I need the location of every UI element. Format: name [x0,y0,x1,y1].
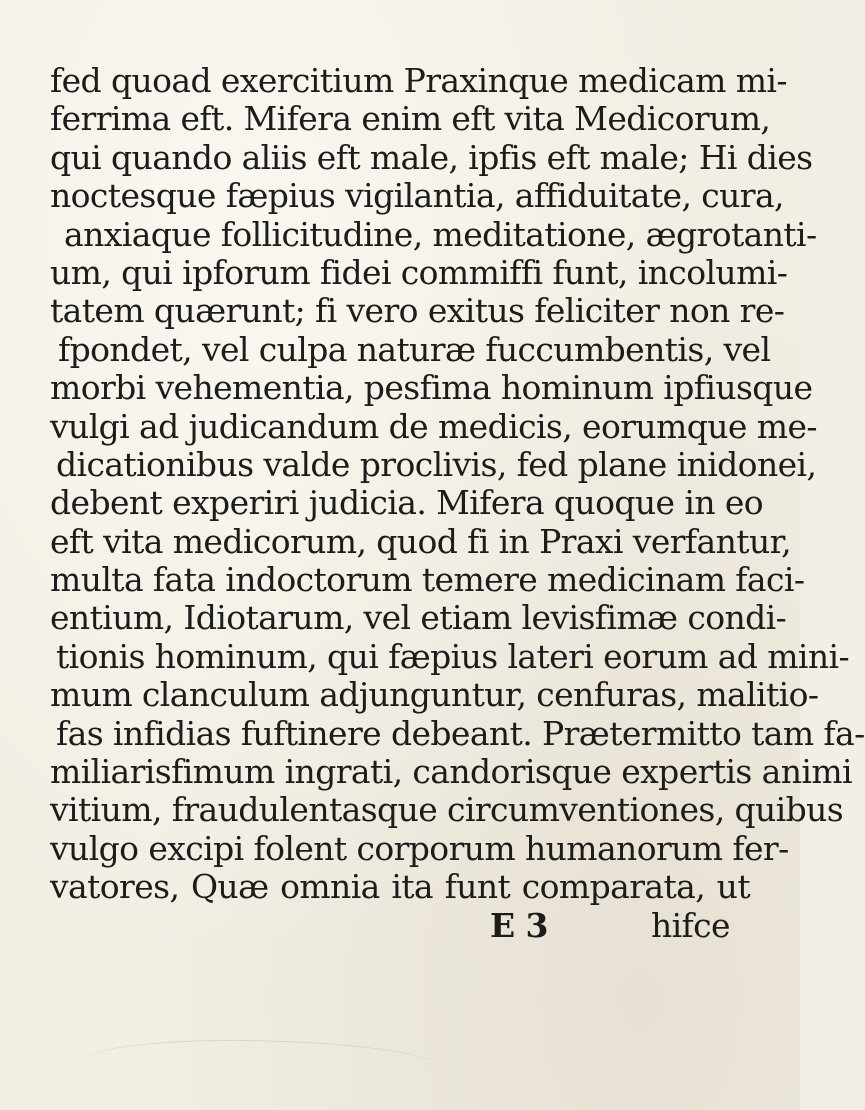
text-line-7: tatem quærunt; fi vero exitus feliciter non re- [50,291,785,331]
text-line-8: fpondet, vel culpa naturæ fuccumbentis, vel [58,329,771,369]
text-line-21: vulgo excipi folent corporum humanorum fer- [50,828,789,868]
text-line-1: fed quoad exercitium Praxinque medicam mi- [50,61,787,100]
text-line-6: um, qui ipforum fidei commiffi funt, incolumi- [50,252,788,292]
text-line-13: eft vita medicorum, quod fi in Praxi verfantur, [50,521,792,561]
text-line-11: dicationibus valde proclivis, fed plane inidonei, [56,444,817,484]
text-line-17: mum clanculum adjunguntur, cenfuras, malitio- [50,675,819,715]
catchword: hifce [650,905,730,945]
text-line-10: vulgi ad judicandum de medicis, eorumque me- [50,406,817,446]
text-line-2: ferrima eft. Mifera enim eft vita Medicorum, [50,99,771,139]
text-line-20: vitium, fraudulentasque circumventiones, quibus [50,790,844,830]
text-line-9: morbi vehementia, pesfima hominum ipfiusque [50,368,813,408]
text-line-15: entium, Idiotarum, vel etiam levisfimæ condi- [50,598,787,638]
body-text [50,61,865,945]
text-line-18: fas infidias fuftinere debeant. Prætermitto tam fa- [56,713,865,753]
text-line-16: tionis hominum, qui fæpius lateri eorum ad mini- [56,636,850,676]
text-line-22: vatores, Quæ omnia ita funt comparata, ut [50,867,750,907]
text-line-14: multa fata indoctorum temere medicinam faci- [50,560,805,600]
text-line-5: anxiaque follicitudine, meditatione, ægrotanti- [64,214,817,254]
page-footer-line [50,907,750,945]
text-line-4: noctesque fæpius vigilantia, affiduitate, cura, [50,176,784,216]
signature-mark: E 3 [490,905,548,945]
text-line-12: debent experiri judicia. Mifera quoque in eo [50,483,764,523]
paper-smudge [85,1040,445,1091]
text-line-3: qui quando aliis eft male, ipfis eft male; Hi dies [50,137,813,177]
text-line-19: miliarisfimum ingrati, candorisque expertis animi [50,752,852,792]
